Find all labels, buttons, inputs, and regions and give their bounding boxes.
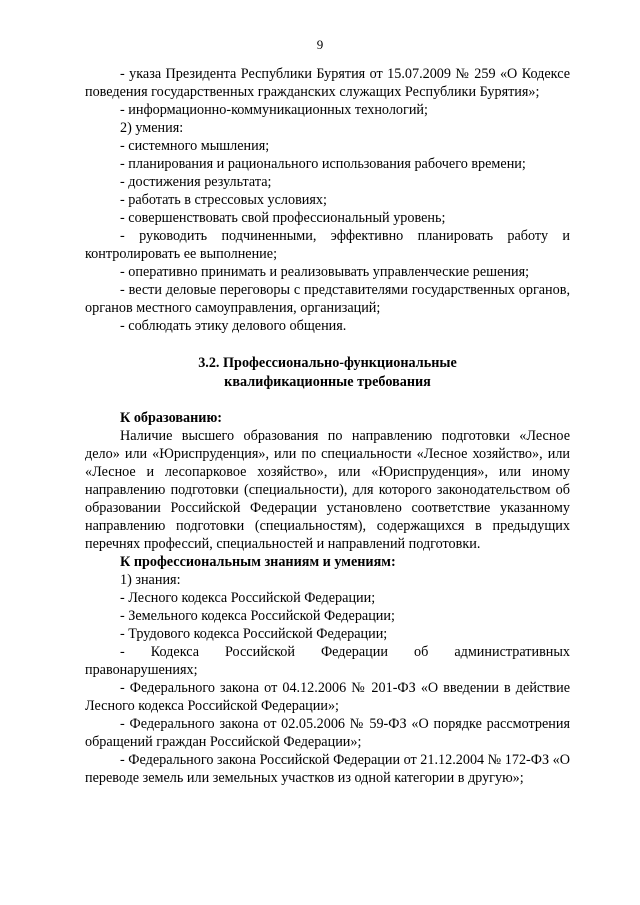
list-item: - Федерального закона от 02.05.2006 № 59-ФЗ «О порядке рассмотрения обращений граждан Российской Федерации»; (85, 716, 570, 750)
list-item: - информационно-коммуникационных технологий; (120, 102, 428, 118)
list-item: - оперативно принимать и реализовывать управленческие решения; (120, 264, 530, 280)
list-item: - Кодекса Российской Федерации об административных правонарушениях; (85, 644, 570, 678)
list-item: - указа Президента Республики Бурятия от 15.07.2009 № 259 «О Кодексе поведения государственных гражданских служащих Республики Бурятия»; (85, 66, 570, 100)
list-item: - системного мышления; (120, 138, 270, 154)
education-text: Наличие высшего образования по направлению подготовки «Лесное дело» или «Юриспруденция», или по специальности «Лесное хозяйство», или «Лесное и лесопарковое хозяйство», или «Юриспруденция», или иному направлению подготовки (специальности), для которого законодательством об образовании Российской Федерации установлено соответствие указанному направлению подготовки (специальностям), содержащихся в предыдущих перечнях профессий, специальностей и направлений подготовки. (85, 428, 570, 552)
list-item: - Федерального закона от 04.12.2006 № 201-ФЗ «О введении в действие Лесного кодекса Российской Федерации»; (85, 680, 570, 714)
list-item: - Федерального закона Российской Федерации от 21.12.2004 № 172-ФЗ «О переводе земель или земельных участков из одной категории в другую»; (85, 752, 570, 786)
section-title (85, 354, 570, 392)
list-item: - Лесного кодекса Российской Федерации; (120, 590, 376, 606)
education-heading: К образованию: (120, 410, 223, 426)
skills-heading: 2) умения: (120, 120, 184, 136)
list-item: - Земельного кодекса Российской Федерации; (120, 608, 395, 624)
list-item: - руководить подчиненными, эффективно планировать работу и контролировать ее выполнение; (85, 228, 570, 262)
list-item: - вести деловые переговоры с представителями государственных органов, органов местного самоуправления, организаций; (85, 282, 570, 316)
section-title-line-1: 3.2. Профессионально-функциональные (198, 355, 457, 371)
section-title-line-2: квалификационные требования (224, 374, 431, 390)
list-item: - соблюдать этику делового общения. (120, 318, 347, 334)
list-item: - работать в стрессовых условиях; (120, 192, 327, 208)
list-item: - планирования и рационального использования рабочего времени; (120, 156, 526, 172)
list-item: - Трудового кодекса Российской Федерации; (120, 626, 388, 642)
list-item: - совершенствовать свой профессиональный уровень; (120, 210, 446, 226)
knowledge-subheading: 1) знания: (120, 572, 181, 588)
page-number: 9 (316, 37, 324, 52)
knowledge-heading: К профессиональным знаниям и умениям: (120, 554, 396, 570)
list-item: - достижения результата; (120, 174, 272, 190)
document-body (85, 65, 570, 787)
